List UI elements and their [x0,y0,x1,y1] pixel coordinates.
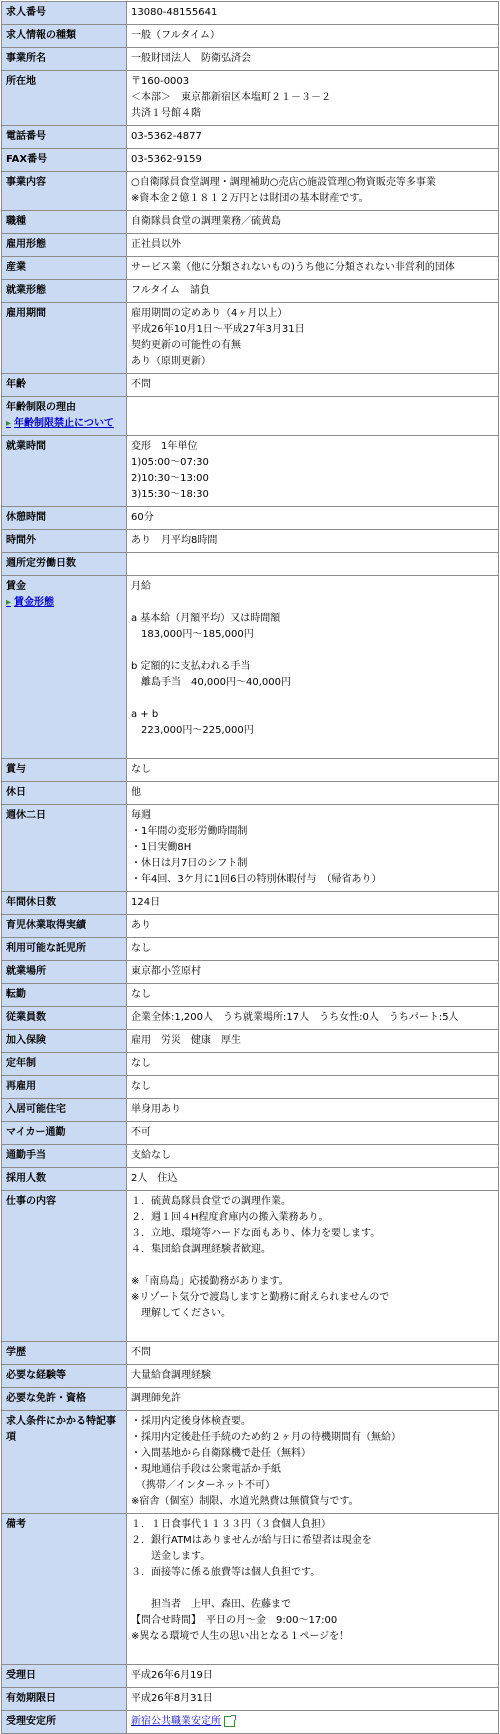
row-value-cell [127,1665,499,1688]
row-label: 休憩時間 [6,512,46,523]
row-label-cell [2,1388,127,1411]
value-line: 一般（フルタイム） [131,30,220,41]
value-line: 2人 住込 [131,1173,178,1184]
row-label: 休日 [6,787,26,798]
row-label: 加入保険 [6,1035,46,1046]
row-value-cell [127,1191,499,1342]
value-line: あり 月平均8時間 [131,535,218,546]
table-row [2,507,499,530]
row-label: 従業員数 [6,1012,46,1023]
value-line: 不問 [131,379,151,390]
row-value-cell [127,280,499,303]
value-line: 60分 [131,512,154,523]
row-label-cell [2,172,127,211]
value-line [131,1258,494,1274]
value-line: 月給 [131,581,151,592]
row-value-cell [127,759,499,782]
value-line: 223,000円～225,000円 [131,725,254,736]
row-label-cell [2,805,127,892]
row-label: 雇用期間 [6,308,46,319]
row-value-cell [127,938,499,961]
value-line: 平成26年10月1日～平成27年3月31日 [131,324,305,335]
table-row [2,1388,499,1411]
row-label-cell [2,1411,127,1514]
row-value-cell [127,126,499,149]
row-value-cell [127,1168,499,1191]
row-value-cell [127,1030,499,1053]
table-row [2,938,499,961]
table-row [2,1053,499,1076]
row-label: 年齢 [6,379,26,390]
table-row [2,436,499,507]
row-value-cell [127,961,499,984]
row-label: 事業内容 [6,177,46,188]
row-label: マイカー通勤 [6,1127,66,1138]
row-label: 就業形態 [6,285,46,296]
value-line: 3)15:30～18:30 [131,489,209,500]
row-label: 受理日 [6,1670,36,1681]
row-label: 有効期限日 [6,1693,56,1704]
value-line: 担当者 上甲、森田、佐藤まで [131,1599,291,1610]
table-row [2,25,499,48]
value-line: a 基本給（月額平均）又は時間額 [131,613,281,624]
value-line: 雇用期間の定めあり（4ヶ月以上） [131,308,288,319]
row-label-cell [2,303,127,374]
value-line: ※資本金２億１８１２万円とは財団の基本財産です。 [131,193,369,204]
row-label-cell [2,436,127,507]
row-label: 育児休業取得実績 [6,920,86,931]
info-link-text: 賃金形態 [14,597,55,608]
row-label-cell [2,1665,127,1688]
value-line: 単身用あり [131,1104,181,1115]
value-line: ※リゾート気分で渡島しますと勤務に耐えられませんので [131,1292,390,1303]
table-row [2,553,499,576]
table-row [2,71,499,126]
row-value-cell [127,257,499,280]
table-row [2,1191,499,1342]
row-label: 必要な免許・資格 [6,1393,86,1404]
row-label: 定年制 [6,1058,36,1069]
value-line: 一般財団法人 防衛弘済会 [131,53,251,64]
row-label-cell [2,2,127,25]
value-line: ３．立地、環境等ハードな面もあり、体力を要します。 [131,1228,381,1239]
table-row [2,149,499,172]
value-line: 不問 [131,1347,151,1358]
row-value-cell [127,805,499,892]
value-line: ・入間基地から自衛隊機で赴任（無料） [131,1448,311,1459]
value-line: ＜本部＞ 東京都新宿区本塩町２１－３－２ [131,92,331,103]
table-row [2,1145,499,1168]
row-value-cell [127,71,499,126]
value-line: ※異なる環境で人生の思い出となる１ページを！ [131,1631,350,1642]
row-label-cell [2,1365,127,1388]
row-value-cell [127,1411,499,1514]
row-label-cell [2,1711,127,1734]
table-row [2,961,499,984]
office-link[interactable]: 新宿公共職業安定所 [131,1716,221,1727]
row-value-cell [127,576,499,759]
table-row [2,234,499,257]
row-label: 採用人数 [6,1173,46,1184]
value-line: ３．面接等に係る旅費等は個人負担です。 [131,1567,321,1578]
row-value-cell [127,25,499,48]
value-line: 理解してください。 [131,1308,231,1319]
row-value-cell [127,984,499,1007]
value-line: 1)05:00～07:30 [131,457,209,468]
row-value-cell [127,436,499,507]
table-row [2,126,499,149]
row-label: 就業時間 [6,441,46,452]
table-row [2,782,499,805]
row-label: 求人番号 [6,7,46,18]
value-line: ・1年間の変形労働時間制 [131,826,248,837]
external-link-icon [224,1716,235,1727]
value-line: ・1日実働8H [131,842,192,853]
row-label: 仕事の内容 [6,1196,56,1207]
value-line: フルタイム 請負 [131,285,210,296]
row-value-cell [127,234,499,257]
row-label-cell [2,374,127,397]
info-link[interactable] [6,595,122,611]
row-label-cell [2,126,127,149]
row-value-cell [127,172,499,211]
row-value-cell [127,2,499,25]
value-line: ・採用内定後身体検査要。 [131,1416,251,1427]
row-label: 所在地 [6,76,36,87]
value-line: 毎週 [131,810,151,821]
row-value-cell [127,1365,499,1388]
row-label-cell [2,1122,127,1145]
table-row [2,2,499,25]
info-link-text: 年齢制限禁止について [14,418,114,429]
table-row [2,1099,499,1122]
table-row [2,303,499,374]
row-value-cell [127,915,499,938]
row-value-cell [127,1688,499,1711]
info-link[interactable] [6,416,122,432]
row-label-cell [2,961,127,984]
value-line: 他 [131,787,141,798]
row-label-cell [2,553,127,576]
value-line: 〒160-0003 [131,76,190,87]
value-line: 正社員以外 [131,239,181,250]
row-label-cell [2,576,127,759]
table-row [2,530,499,553]
value-line: 2)10:30～13:00 [131,473,209,484]
row-value-cell [127,1053,499,1076]
row-label: 年齢制限の理由 [6,402,76,413]
value-line: b 定額的に支払われる手当 [131,661,251,672]
value-line: ○自衛隊員食堂調理・調理補助○売店○施設管理○物資販売等多事業 [131,177,436,188]
value-line: ※「南鳥島」応援勤務があります。 [131,1276,289,1287]
value-line: ・年4回、3ケ月に1回6日の特別休暇付与 （帰省あり） [131,874,382,885]
table-row [2,48,499,71]
value-line: 共済１号館４階 [131,108,201,119]
value-line: ２．週１回４H程度倉庫内の搬入業務あり。 [131,1212,329,1223]
value-line: 自衛隊員食堂の調理業務／硫黄島 [131,216,281,227]
row-label: 通勤手当 [6,1150,46,1161]
row-label-cell [2,938,127,961]
row-label: 利用可能な託児所 [6,943,86,954]
row-value-cell [127,553,499,576]
table-row [2,1688,499,1711]
row-label-cell [2,1099,127,1122]
value-line: なし [131,989,151,1000]
row-label-cell [2,149,127,172]
value-line: 183,000円～185,000円 [131,629,254,640]
row-value-cell [127,1007,499,1030]
row-label: 転勤 [6,989,26,1000]
table-row [2,576,499,759]
row-label-cell [2,71,127,126]
table-row [2,397,499,436]
row-value-cell [127,892,499,915]
row-value-cell [127,1076,499,1099]
value-line: １．１日食事代１１３３円（３食個人負担） [131,1519,331,1530]
row-label-cell [2,1168,127,1191]
value-line [131,691,494,707]
row-label-cell [2,1514,127,1665]
job-info-rows [2,2,499,1734]
value-line [131,1322,494,1338]
value-line: 調理師免許 [131,1393,181,1404]
row-label-cell [2,759,127,782]
triangle-arrow-icon: ▸ [6,418,12,429]
table-row [2,1007,499,1030]
row-value-cell [127,530,499,553]
row-label: 時間外 [6,535,36,546]
value-line: a + b [131,709,159,720]
row-label: FAX番号 [6,154,48,165]
value-line: 平成26年8月31日 [131,1693,213,1704]
table-row [2,1711,499,1734]
row-value-cell [127,1711,499,1734]
row-label: 週所定労働日数 [6,558,76,569]
row-label: 受理安定所 [6,1716,56,1727]
row-label: 備考 [6,1519,26,1530]
row-value-cell [127,1514,499,1665]
value-line: ※宿舎（個室）制限、水道光熱費は無償貸与です。 [131,1496,359,1507]
row-value-cell [127,782,499,805]
value-line [131,595,494,611]
row-label-cell [2,984,127,1007]
row-value-cell [127,1122,499,1145]
value-line: 送金します。 [131,1551,211,1562]
value-line: 雇用 労災 健康 厚生 [131,1035,241,1046]
row-label: 年間休日数 [6,897,56,908]
row-label-cell [2,257,127,280]
value-line: なし [131,1058,151,1069]
row-label-cell [2,507,127,530]
value-line: 平成26年6月19日 [131,1670,213,1681]
value-line: 13080-48155641 [131,7,218,18]
value-line: ２．銀行ATMはありませんが給与日に希望者は現金を [131,1535,372,1546]
table-row [2,915,499,938]
value-line: 東京都小笠原村 [131,966,201,977]
row-value-cell [127,48,499,71]
row-label: 就業場所 [6,966,46,977]
value-line: なし [131,764,151,775]
row-label-cell [2,48,127,71]
value-line: 契約更新の可能性の有無 [131,340,241,351]
value-line: なし [131,1081,151,1092]
row-label: 必要な経験等 [6,1370,66,1381]
table-row [2,1665,499,1688]
value-line: 【問合せ時間】 平日の月～金 9:00～17:00 [131,1615,338,1626]
value-line: ・採用内定後赴任手続のため約２ヶ月の待機期間有（無給） [131,1432,401,1443]
row-value-cell [127,149,499,172]
value-line [131,1581,494,1597]
row-label: 事業所名 [6,53,46,64]
row-label: 賃金 [6,581,26,592]
row-label-cell [2,1342,127,1365]
row-label-cell [2,782,127,805]
row-label: 賞与 [6,764,26,775]
value-line: 124日 [131,897,161,908]
row-value-cell [127,1388,499,1411]
row-label: 学歴 [6,1347,26,1358]
row-label-cell [2,1076,127,1099]
row-label: 職種 [6,216,26,227]
table-row [2,1168,499,1191]
value-line: ・休日は月7日のシフト制 [131,858,248,869]
value-line: ・現地通信手段は公衆電話か手紙 [131,1464,281,1475]
row-label-cell [2,915,127,938]
table-row [2,257,499,280]
row-label-cell [2,1191,127,1342]
table-row [2,1411,499,1514]
table-row [2,374,499,397]
table-row [2,1076,499,1099]
row-label: 週休二日 [6,810,46,821]
row-value-cell [127,1342,499,1365]
row-label: 電話番号 [6,131,46,142]
row-label-cell [2,234,127,257]
table-row [2,211,499,234]
value-line: なし [131,943,151,954]
row-label: 求人情報の種類 [6,30,76,41]
job-info-table [1,1,499,1734]
row-label: 再雇用 [6,1081,36,1092]
value-line: （携帯／インターネット不可） [131,1480,276,1491]
row-label-cell [2,1688,127,1711]
row-value-cell [127,374,499,397]
table-row [2,759,499,782]
value-line: サービス業（他に分類されないもの)うち他に分類されない非営利的団体 [131,262,455,273]
value-line [131,1645,494,1661]
row-value-cell [127,211,499,234]
table-row [2,1514,499,1665]
value-line: 変形 1年単位 [131,441,198,452]
row-label: 雇用形態 [6,239,46,250]
row-value-cell [127,507,499,530]
row-label-cell [2,1145,127,1168]
row-label: 入居可能住宅 [6,1104,66,1115]
row-label-cell [2,280,127,303]
value-line: あり（原則更新） [131,356,211,367]
value-line: １．硫黄島隊員食堂での調理作業。 [131,1196,291,1207]
table-row [2,892,499,915]
value-line: 03-5362-9159 [131,154,202,165]
value-line [131,643,494,659]
row-label-cell [2,892,127,915]
value-line: 大量給食調理経験 [131,1370,211,1381]
triangle-arrow-icon: ▸ [6,597,12,608]
value-line: 支給なし [131,1150,171,1161]
value-line: 離島手当 40,000円～40,000円 [131,677,291,688]
value-line: 不可 [131,1127,151,1138]
row-label-cell [2,397,127,436]
row-label-cell [2,1053,127,1076]
row-value-cell [127,303,499,374]
row-label-cell [2,25,127,48]
value-line: 企業全体:1,200人 うち就業場所:17人 うち女性:0人 うちパート:5人 [131,1012,459,1023]
table-row [2,1030,499,1053]
table-row [2,1122,499,1145]
row-label: 産業 [6,262,26,273]
row-value-cell [127,1145,499,1168]
row-label-cell [2,1007,127,1030]
table-row [2,1365,499,1388]
row-value-cell [127,397,499,436]
table-row [2,172,499,211]
table-row [2,280,499,303]
row-label-cell [2,530,127,553]
table-row [2,805,499,892]
table-row [2,1342,499,1365]
value-line: 03-5362-4877 [131,131,202,142]
value-line: あり [131,920,151,931]
row-label-cell [2,1030,127,1053]
row-value-cell [127,1099,499,1122]
value-line: ４．集団給食調理経験者歓迎。 [131,1244,271,1255]
row-label: 求人条件にかかる特記事項 [6,1416,116,1443]
row-label-cell [2,211,127,234]
value-line [131,739,494,755]
table-row [2,984,499,1007]
